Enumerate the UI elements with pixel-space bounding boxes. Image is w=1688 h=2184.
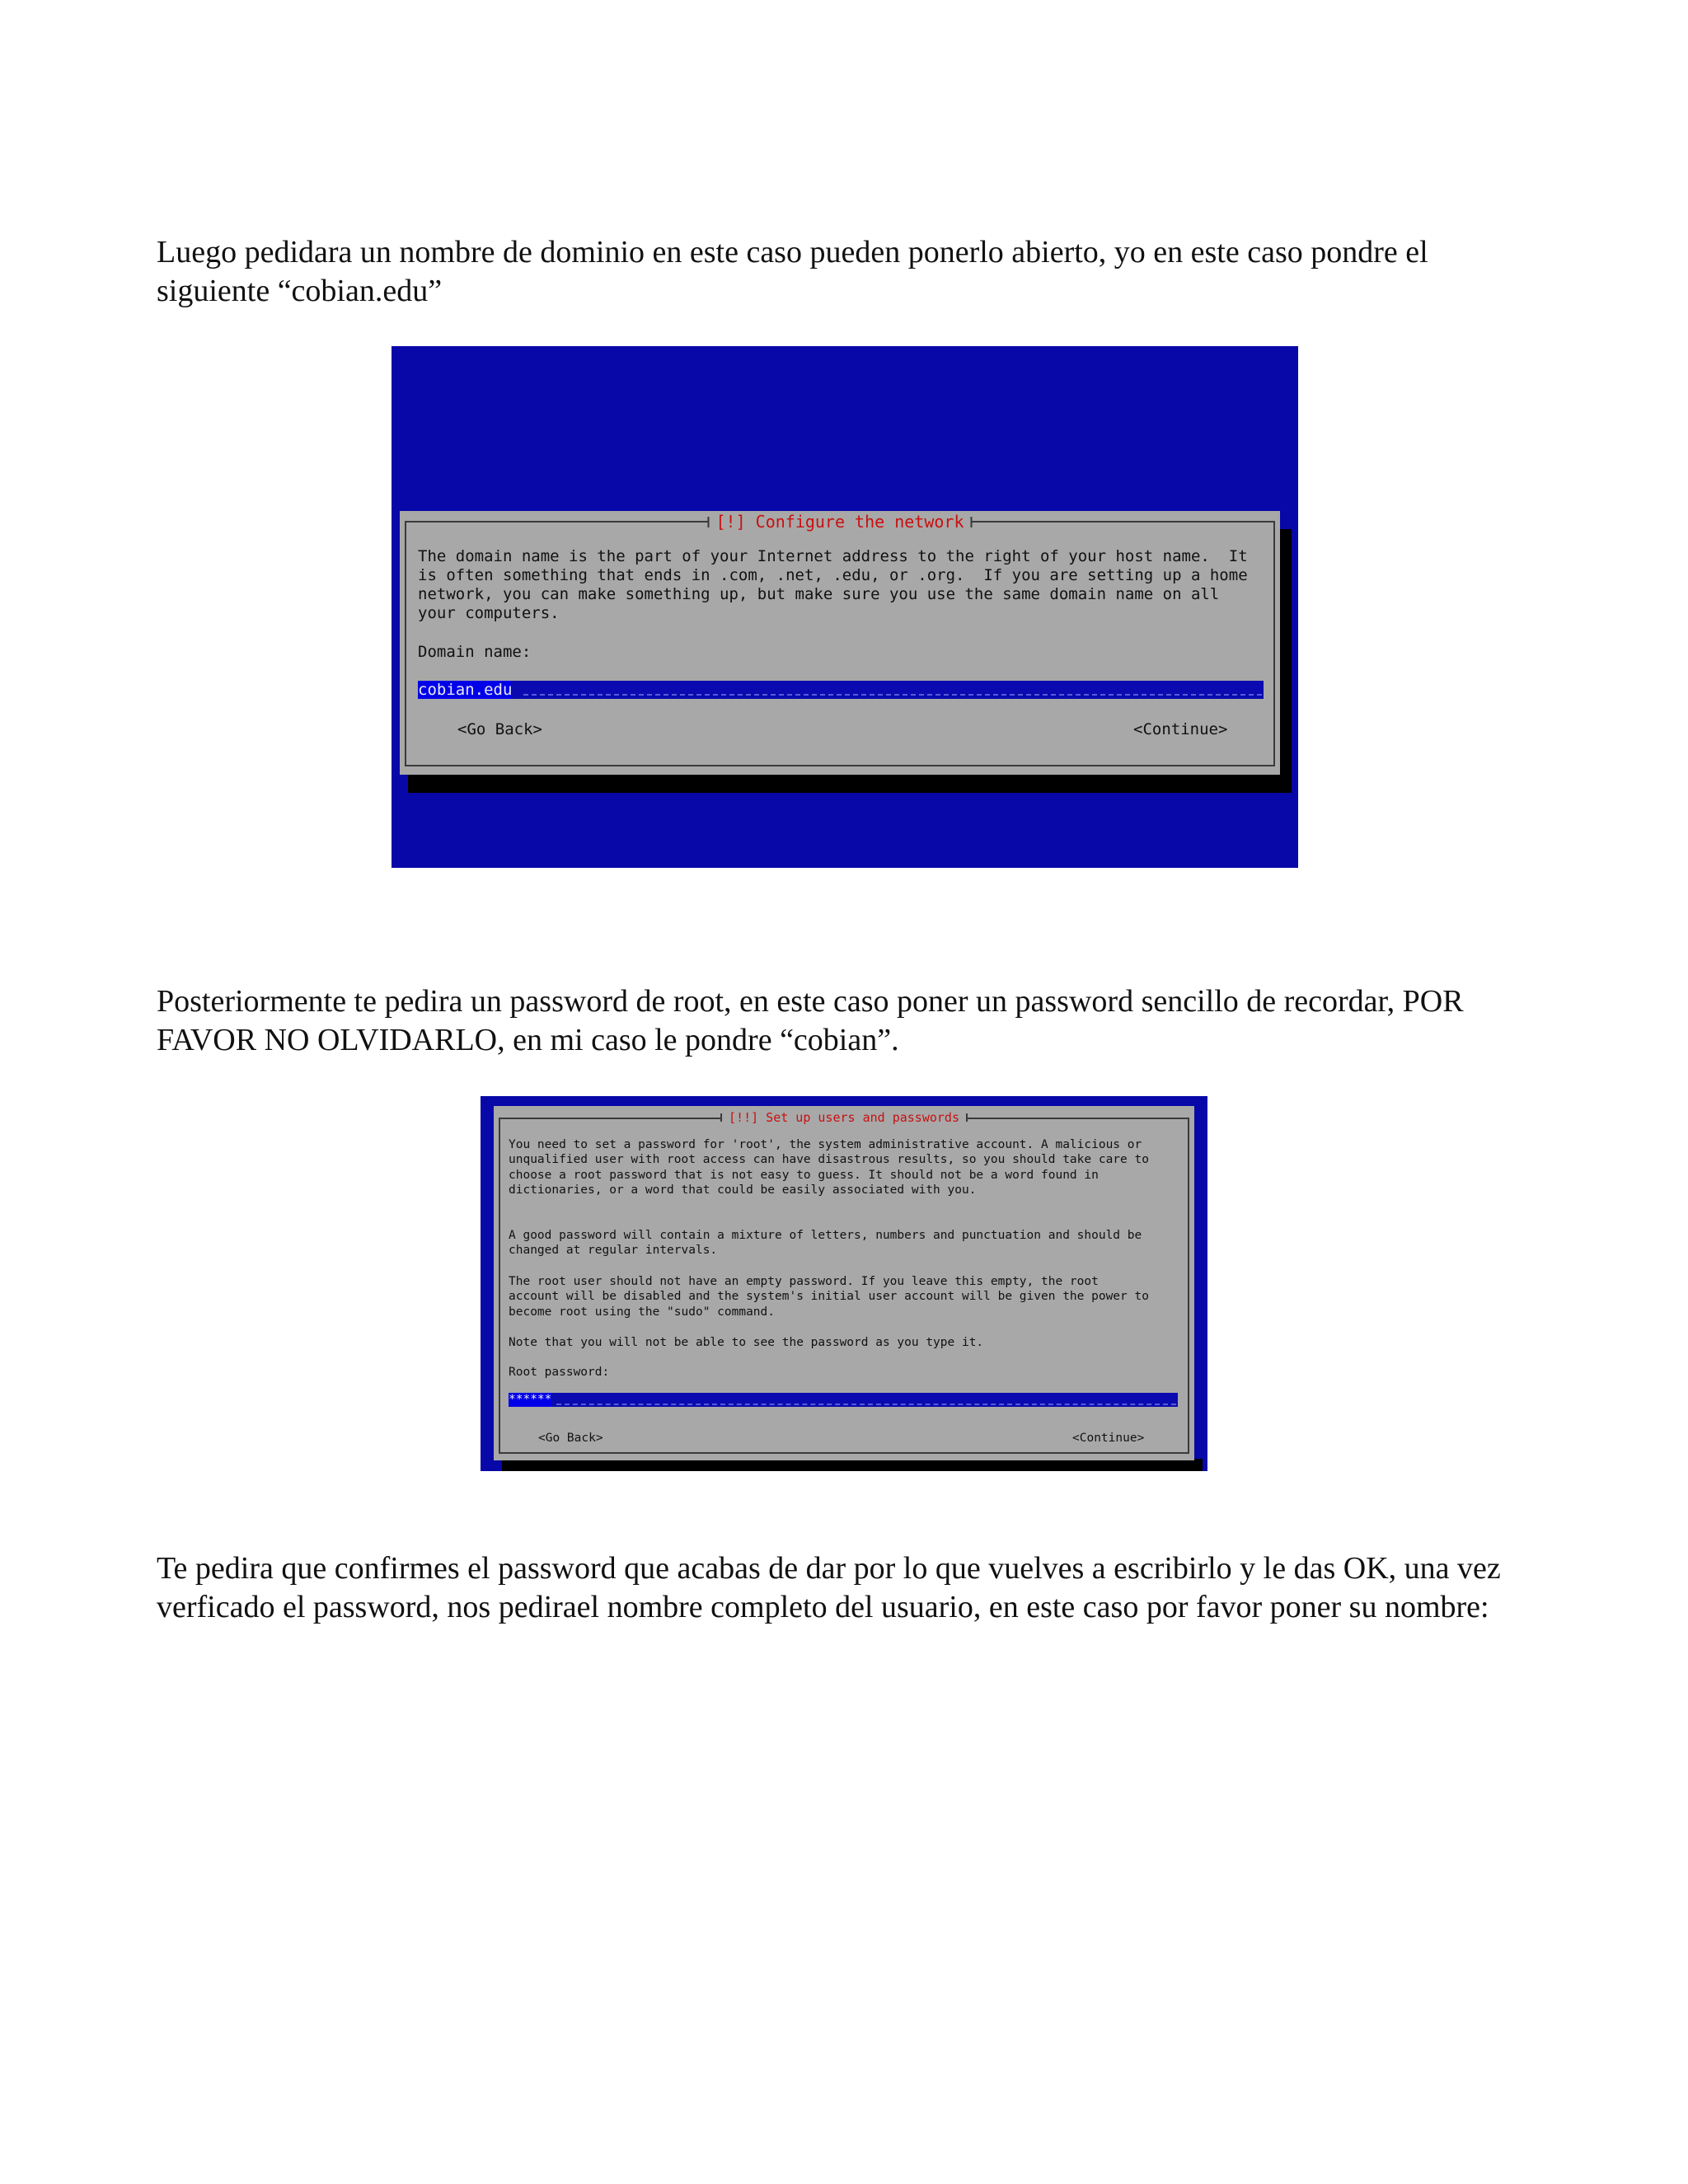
domain-name-value: cobian.edu: [418, 681, 513, 699]
go-back-button[interactable]: <Go Back>: [538, 1432, 603, 1445]
paragraph-confirm-password: Te pedira que confirmes el password que acabas de dar por lo que vuelves a escribirlo y le das OK, una vez verficado el password, nos pedirael nombre completo del usuario, en este caso por favor poner su nombre:: [157, 1551, 1501, 1624]
dialog-description: The domain name is the part of your Internet address to the right of your host name. It is often something that ends in .com, .net, .edu, or .org. If you are setting up a home network, you can make something up, but make sure you use the same domain name on all your computers.: [418, 547, 1248, 622]
root-password-label: Root password:: [509, 1366, 610, 1379]
continue-button[interactable]: <Continue>: [1133, 720, 1228, 738]
input-underline: [556, 1404, 1176, 1405]
dialog-description-3: The root user should not have an empty password. If you leave this empty, the root account will be disabled and the system's initial user account will be given the power to become root using the "sudo" command.: [509, 1275, 1149, 1319]
paragraph-root-password-intro: Posteriormente te pedira un password de root, en este caso poner un password sencillo de recordar, POR FAVOR NO OLVIDARLO, en mi caso le pondre “cobian”.: [157, 984, 1464, 1057]
dialog-title: [!!] Set up users and passwords: [720, 1109, 968, 1126]
configure-network-dialog: [400, 511, 1280, 775]
continue-button[interactable]: <Continue>: [1072, 1432, 1145, 1445]
screenshot-set-up-users: [481, 1096, 1207, 1471]
dialog-title: [!] Configure the network: [707, 511, 972, 532]
root-password-value: ******: [509, 1393, 552, 1406]
input-underline: [523, 694, 1262, 696]
dialog-description-2: A good password will contain a mixture of letters, numbers and punctuation and should be changed at regular intervals.: [509, 1229, 1142, 1258]
dialog-description-1: You need to set a password for 'root', the system administrative account. A malicious or unqualified user with root access can have disastrous results, so you should take care to choose a root password that is not easy to guess. It should not be a word found in dictionaries, or a word that could be easily associated with you.: [509, 1138, 1149, 1197]
domain-name-label: Domain name:: [418, 643, 532, 661]
go-back-button[interactable]: <Go Back>: [457, 720, 542, 738]
dialog-shadow: [502, 1459, 1203, 1471]
domain-name-input[interactable]: [418, 681, 1264, 699]
dialog-description-4: Note that you will not be able to see the password as you type it.: [509, 1336, 984, 1349]
paragraph-domain-intro: Luego pedidara un nombre de dominio en este caso pueden ponerlo abierto, yo en este caso pondre el siguiente “cobian.edu”: [157, 235, 1428, 308]
screenshot-configure-network: [392, 346, 1298, 868]
set-up-users-dialog: [494, 1106, 1194, 1460]
